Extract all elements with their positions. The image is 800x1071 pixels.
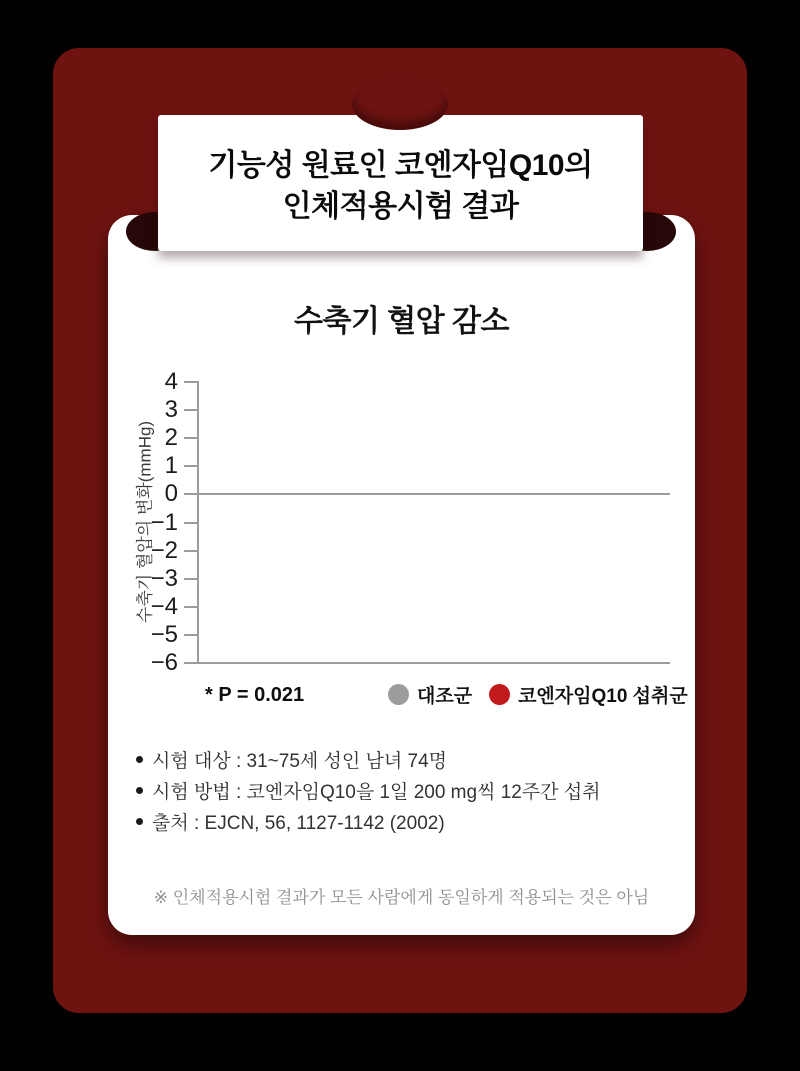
y-tick-label: 0 bbox=[164, 480, 178, 507]
y-axis-label: 수축기 혈압의 변화(mmHg) bbox=[135, 420, 155, 624]
y-tick-label: −6 bbox=[150, 649, 178, 676]
y-tick-label: −2 bbox=[150, 537, 178, 564]
bullet-icon bbox=[136, 787, 143, 794]
y-tick-mark bbox=[184, 465, 197, 467]
note-item-subjects bbox=[136, 744, 601, 775]
y-tick-mark bbox=[184, 493, 197, 495]
disclaimer-text: ※ 인체적용시험 결과가 모든 사람에게 동일하게 적용되는 것은 아님 bbox=[153, 888, 650, 907]
y-tick-mark bbox=[184, 634, 197, 636]
y-tick-mark bbox=[184, 522, 197, 524]
bullet-icon bbox=[136, 818, 143, 825]
y-tick-mark bbox=[184, 381, 197, 383]
y-tick-label: 1 bbox=[164, 452, 178, 479]
study-notes bbox=[136, 744, 601, 837]
banner-title-line1: 기능성 원료인 코엔자임Q10의 bbox=[208, 149, 593, 182]
note-text-method: 시험 방법 : 코엔자임Q10을 1일 200 mg씩 12주간 섭취 bbox=[152, 782, 601, 803]
bullet-icon bbox=[136, 756, 143, 763]
banner-title-line2: 인체적용시험 결과 bbox=[282, 190, 519, 223]
y-tick-label: −5 bbox=[150, 621, 178, 648]
note-item-source bbox=[136, 806, 601, 837]
y-tick-label: −3 bbox=[150, 565, 178, 592]
legend-item-coq10 bbox=[489, 681, 688, 708]
y-tick-mark bbox=[184, 550, 197, 552]
y-tick-mark bbox=[184, 409, 197, 411]
y-axis-line bbox=[197, 381, 199, 664]
legend-dot-coq10-icon bbox=[489, 684, 510, 705]
y-tick-mark bbox=[184, 437, 197, 439]
y-tick-label: −4 bbox=[150, 593, 178, 620]
legend-item-control bbox=[388, 681, 472, 708]
y-tick-label: −1 bbox=[150, 509, 178, 536]
legend-dot-control-icon bbox=[388, 684, 409, 705]
y-tick-mark bbox=[184, 606, 197, 608]
y-tick-mark bbox=[184, 662, 197, 664]
y-tick-label: 3 bbox=[164, 396, 178, 423]
chart-title: 수축기 혈압 감소 bbox=[293, 305, 510, 338]
note-text-subjects: 시험 대상 : 31~75세 성인 남녀 74명 bbox=[152, 751, 447, 772]
p-value-label: * P = 0.021 bbox=[205, 684, 305, 706]
legend-label-coq10: 코엔자임Q10 섭취군 bbox=[518, 685, 688, 707]
chart-legend bbox=[388, 681, 688, 707]
note-item-method bbox=[136, 775, 601, 806]
legend-label-control: 대조군 bbox=[417, 685, 473, 707]
zero-line bbox=[197, 493, 670, 495]
y-tick-label: 2 bbox=[164, 424, 178, 451]
y-tick-label: 4 bbox=[164, 368, 178, 395]
x-axis-baseline bbox=[197, 662, 670, 664]
y-tick-mark bbox=[184, 578, 197, 580]
note-text-source: 출처 : EJCN, 56, 1127-1142 (2002) bbox=[152, 813, 445, 834]
title-banner bbox=[158, 115, 643, 251]
banner-notch-icon bbox=[352, 78, 448, 130]
